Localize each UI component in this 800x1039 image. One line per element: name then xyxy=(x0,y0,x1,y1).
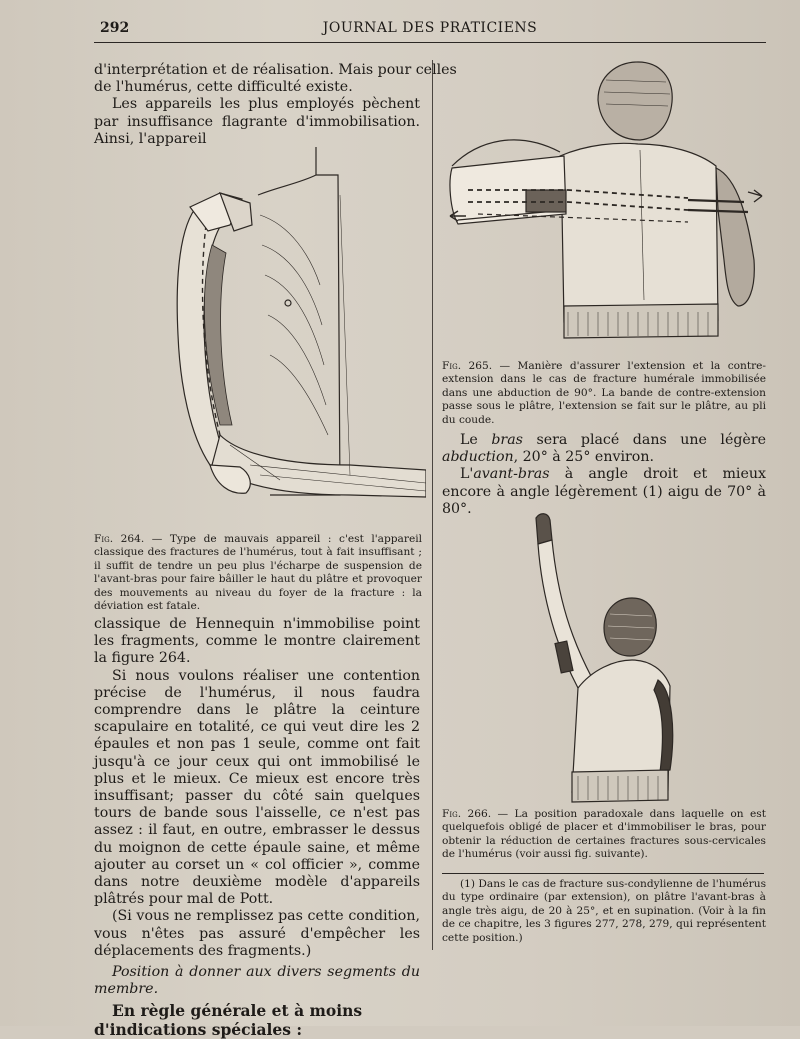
figure-264-illustration xyxy=(150,135,426,530)
section-heading-regle: En règle générale et à moins d'indications spéciales : xyxy=(94,1001,363,1039)
figure-266-illustration xyxy=(518,510,676,806)
figure-265-illustration xyxy=(448,60,766,360)
right-mid-text xyxy=(442,432,766,518)
figure-264-caption-text: — Type de mauvais appareil : c'est l'appareil classique des fractures de l'humérus, tout à fait insuffisant ; il suffit de tendre un peu plus l'écharpe de suspension de l'avant-bras pour faire bâiller le haut du plâtre et provoquer des mouvements au niveau du foyer de la fracture : la déviation est fatale. xyxy=(94,533,422,613)
footnote-rule xyxy=(442,873,764,874)
right-paragraph-bras xyxy=(442,432,766,466)
page-number: 292 xyxy=(100,20,130,36)
figure-266-label: Fig. 266. xyxy=(442,808,492,820)
figure-266-caption-text: — La position paradoxale dans laquelle on est quelquefois obligé de placer et d'immobiliser le bras, pour obtenir la réduction de certaines fractures sous-cervicales de l'humérus (voir aussi fig. suivante). xyxy=(442,808,766,861)
header-rule xyxy=(94,42,766,43)
section-heading-position: Position à donner aux divers segments du membre. xyxy=(94,964,420,998)
left-paragraph-2: Les appareils les plus employés pèchent par insuffisance flagrante d'immobilisation. Ainsi, l'appareil xyxy=(94,96,420,147)
left-paragraph-4: Si nous voulons réaliser une contention précise de l'humérus, il nous faudra comprendre dans le plâtre la ceinture scapulaire en totalité, ce qui veut dire les 2 épaules et non pas 1 seule, comme ont fait jusqu'à ce jour ceux qui ont immobilisé le plus et le mieux. Ce mieux est encore très insuffisant; passer du côté sain quelques tours de bande sous l'aisselle, ce n'est pas assez : il faut, en outre, embrasser le dessus du moignon de cette épaule saine, et même ajouter au corset un « col officier », comme dans notre deuxième modèle d'appareils plâtrés pour mal de Pott. xyxy=(94,667,420,908)
journal-title: JOURNAL DES PRATICIENS xyxy=(322,20,538,36)
figure-266-caption xyxy=(442,808,766,862)
text-run: sera placé dans une légère xyxy=(522,432,767,448)
figure-265-caption-text: — Manière d'assurer l'extension et la contre-extension dans le cas de fracture humérale immobilisée dans une abduction de 90°. La bande de contre-extension passe sous le plâtre, l'extension se fait sur le plâtre, au pli du coude. xyxy=(442,360,767,426)
left-line-2: de l'humérus, cette difficulté existe. xyxy=(94,79,353,96)
footnote-text: (1) Dans le cas de fracture sus-condylienne de l'humérus du type ordinaire (par extension), on plâtre l'avant-bras à angle très aigu, de 20 à 25°, et en supination. (Voir à la fin de ce chapitre, les 3 figures 277, 278, 279, qui représentent cette position.) xyxy=(442,878,766,944)
left-bottom-text xyxy=(94,616,420,1039)
text-run-italic: bras xyxy=(491,432,523,448)
text-run: Le xyxy=(460,432,492,448)
figure-265-label: Fig. 265. xyxy=(442,360,493,372)
left-line-1: d'interprétation et de réalisation. Mais pour celles xyxy=(94,62,457,78)
text-run-italic: avant-bras xyxy=(473,466,550,483)
text-run: à angle droit et mieux encore à angle légèrement (1) aigu de 70° à 80°. xyxy=(442,466,766,517)
text-run: L' xyxy=(460,466,474,483)
figure-264-caption xyxy=(94,533,422,613)
figure-264-label: Fig. 264. xyxy=(94,533,145,545)
left-paragraph-3: classique de Hennequin n'immobilise point les fragments, comme le montre clairement la figure 264. xyxy=(94,616,420,667)
footnote xyxy=(442,878,766,945)
page-header xyxy=(94,18,766,42)
text-run-italic: abduction xyxy=(442,449,514,466)
left-paragraph-5: (Si vous ne remplissez pas cette condition, vous n'êtes pas assuré d'empêcher les déplacements des fragments.) xyxy=(94,908,420,959)
text-run: , 20° à 25° environ. xyxy=(513,449,654,466)
column-divider xyxy=(432,60,433,950)
figure-265-caption xyxy=(442,360,766,427)
